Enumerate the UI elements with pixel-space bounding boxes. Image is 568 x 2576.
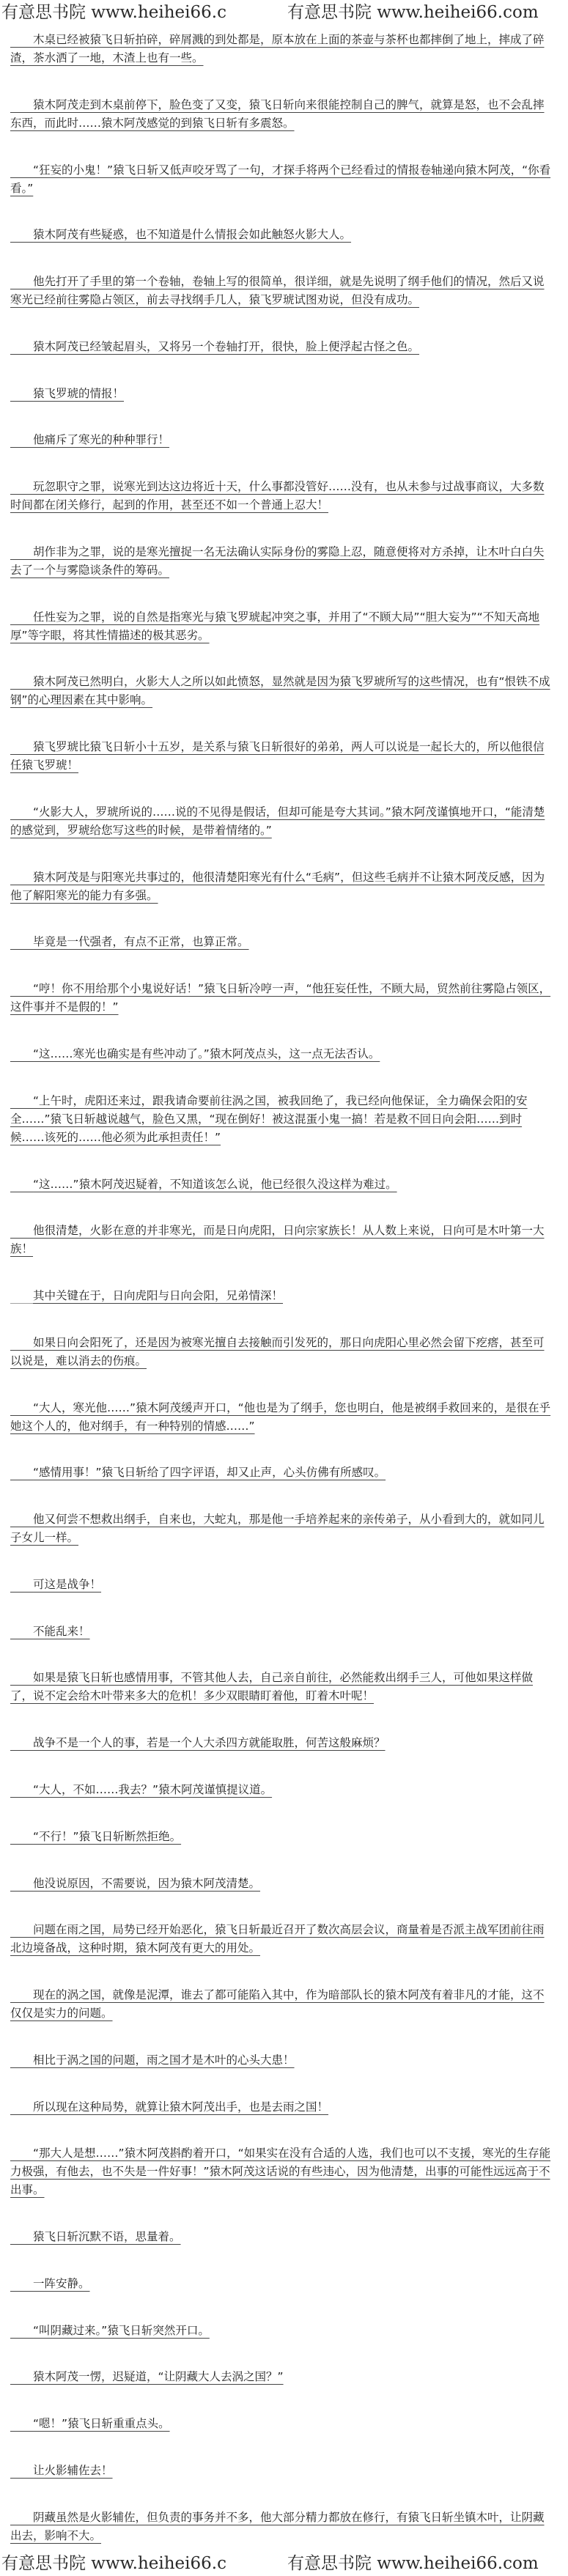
paragraph: 战争不是一个人的事，若是一个人大杀四方就能取胜，何苦这般麻烦？ bbox=[33, 1736, 386, 1750]
paragraph: 他又何尝不想救出纲手，自来也，大蛇丸，那是他一手培养起来的亲传弟子，从小看到大的，就如同儿子女儿一样。 bbox=[10, 1513, 545, 1545]
watermark-text: 有意思书院 www.heihei66.com bbox=[287, 3, 539, 22]
paragraph: “哼！你不用给那个小鬼说好话！”猿飞日斩冷哼一声，“他狂妄任性，不顾大局，贸然前往雾隐占领区，这件事并不是假的！” bbox=[10, 982, 551, 1014]
paragraph: “感情用事！”猿飞日斩给了四字评语，却又止声，心头仿佛有所感叹。 bbox=[33, 1466, 386, 1480]
watermark-header bbox=[0, 0, 568, 25]
paragraph: 现在的涡之国，就像是泥潭，谁去了都可能陷入其中，作为暗部队长的猿木阿茂有着非凡的才能，这不仅仅是实力的问题。 bbox=[10, 1988, 545, 2020]
paragraph: “上午时，虎阳还来过，跟我请命要前往涡之国，被我回绝了，我已经向他保证，全力确保会阳的安全……”猿飞日斩越说越气，脸色又黑，“现在倒好！被这混蛋小鬼一搞！若是救不回日向会阳……到时候……该死的……他必须为此承担责任！” bbox=[10, 1093, 528, 1144]
paragraph: “这……寒光也确实是有些冲动了。”猿木阿茂点头，这一点无法否认。 bbox=[33, 1047, 380, 1061]
paragraph: “嗯！”猿飞日斩重重点头。 bbox=[33, 2417, 170, 2431]
paragraph: 猿飞罗琥的情报！ bbox=[33, 386, 125, 400]
paragraph: 阴藏虽然是火影辅佐，但负责的事务并不多，他大部分精力都放在修行，有猿飞日斩坐镇木叶，让阴藏出去，影响不大。 bbox=[10, 2510, 545, 2542]
paragraph: “大人，寒光他……”猿木阿茂缓声开口，“他也是为了纲手，您也明白，他是被纲手救回来的，是很在乎她这个人的，他对纲手，有一种特别的情感……” bbox=[10, 1400, 551, 1433]
watermark-footer bbox=[0, 2551, 568, 2576]
watermark-text: 有意思书院 www.heihei66.c bbox=[1, 2554, 226, 2573]
paragraph: 胡作非为之罪，说的是寒光擅捉一名无法确认实际身份的雾隐上忍，随意便将对方杀掉，让木叶白白失去了一个与雾隐谈条件的筹码。 bbox=[10, 545, 545, 577]
paragraph: 猿木阿茂一愣，迟疑道，“让阴藏大人去涡之国？” bbox=[33, 2370, 284, 2384]
paragraph: “不行！”猿飞日斩断然拒绝。 bbox=[33, 1829, 182, 1843]
paragraph: 所以现在这种局势，就算让猿木阿茂出手，也是去雨之国！ bbox=[33, 2100, 329, 2114]
paragraph: 不能乱来！ bbox=[33, 1624, 90, 1638]
paragraph: 一阵安静。 bbox=[33, 2276, 90, 2290]
paragraph: 木桌已经被猿飞日斩拍碎，碎屑溅的到处都是，原本放在上面的茶壶与茶杯也都摔倒了地上，摔成了碎渣，茶水洒了一地，木渣上也有一些。 bbox=[10, 33, 545, 64]
paragraph: 他先打开了手里的第一个卷轴，卷轴上写的很简单，很详细，就是先说明了纲手他们的情况，然后又说寒光已经前往雾隐占领区，前去寻找纲手几人，猿飞罗琥试图劝说，但没有成功。 bbox=[10, 275, 545, 307]
paragraph: 相比于涡之国的问题，雨之国才是木叶的心头大患！ bbox=[33, 2053, 295, 2067]
paragraph: 让火影辅佐去！ bbox=[33, 2463, 113, 2477]
paragraph: “这……”猿木阿茂迟疑着，不知道该怎么说，他已经很久没这样为难过。 bbox=[33, 1177, 397, 1191]
paragraph: “那大人是想……”猿木阿茂斟酌着开口，“如果实在没有合适的人选，我们也可以不支援，寒光的生存能力极强，有他去，也不失是一件好事！”猿木阿茂这话说的有些违心，因为他清楚，出事的可能性远远高于不出事。 bbox=[10, 2147, 551, 2197]
paragraph: 任性妄为之罪，说的自然是指寒光与猿飞罗琥起冲突之事，并用了“不顾大局”“胆大妄为”“不知天高地厚”等字眼，将其性情描述的极其恶劣。 bbox=[10, 610, 540, 642]
paragraph: 猿木阿茂已然明白，火影大人之所以如此愤怒，显然就是因为猿飞罗琥所写的这些情况，也有“恨铁不成钢”的心理因素在其中影响。 bbox=[10, 675, 550, 707]
paragraph: 猿飞罗琥比猿飞日斩小十五岁，是关系与猿飞日斩很好的弟弟，两人可以说是一起长大的，所以他很信任猿飞罗琥！ bbox=[10, 740, 545, 772]
article-body bbox=[0, 25, 568, 2551]
watermark-text: 有意思书院 www.heihei66.com bbox=[287, 2554, 539, 2573]
paragraph: “火影大人，罗琥所说的……说的不见得是假话，但却可能是夸大其词。”猿木阿茂谨慎地开口，“能清楚的感觉到，罗琥给您写这些的时候，是带着情绪的。” bbox=[10, 805, 545, 837]
paragraph: 可这是战争！ bbox=[33, 1577, 102, 1591]
paragraph: 他痛斥了寒光的种种罪行！ bbox=[33, 433, 170, 447]
paragraph: 其中关键在于，日向虎阳与日向会阳，兄弟情深！ bbox=[33, 1289, 284, 1303]
paragraph: “狂妄的小鬼！”猿飞日斩又低声咬牙骂了一句，才探手将两个已经看过的情报卷轴递向猿木阿茂，“你看看。” bbox=[10, 163, 551, 195]
paragraph: 猿木阿茂已经皱起眉头，又将另一个卷轴打开，很快，脸上便浮起古怪之色。 bbox=[33, 339, 420, 353]
paragraph: 他没说原因，不需要说，因为猿木阿茂清楚。 bbox=[33, 1876, 261, 1890]
paragraph: 猿木阿茂走到木桌前停下，脸色变了又变，猿飞日斩向来很能控制自己的脾气，就算是怒，也不会乱摔东西，而此时……猿木阿茂感觉的到猿飞日斩有多震怒。 bbox=[10, 97, 545, 130]
paragraph: 猿木阿茂是与阳寒光共事过的，他很清楚阳寒光有什么“毛病”，但这些毛病并不让猿木阿茂反感，因为他了解阳寒光的能力有多强。 bbox=[10, 870, 545, 902]
paragraph: 猿木阿茂有些疑惑，也不知道是什么情报会如此触怒火影大人。 bbox=[33, 228, 352, 242]
paragraph: 玩忽职守之罪，说寒光到达这边将近十天，什么事都没管好……没有，也从未参与过战事商议，大多数时间都在闭关修行，起到的作用，甚至还不如一个普通上忍大！ bbox=[10, 480, 545, 512]
paragraph: 猿飞日斩沉默不语，思量着。 bbox=[33, 2230, 181, 2244]
watermark-text: 有意思书院 www.heihei66.c bbox=[1, 3, 226, 22]
paragraph: 他很清楚，火影在意的并非寒光，而是日向虎阳，日向宗家族长！从人数上来说，日向可是木叶第一大族！ bbox=[10, 1224, 545, 1256]
paragraph: 如果是猿飞日斩也感情用事，不管其他人去，自己亲自前往，必然能救出纲手三人，可他如果这样做了，说不定会给木叶带来多大的危机！多少双眼睛盯着他，盯着木叶呢！ bbox=[10, 1671, 534, 1703]
paragraph: 毕竟是一代强者，有点不正常，也算正常。 bbox=[33, 935, 249, 949]
paragraph: “大人，不如……我去？”猿木阿茂谨慎提议道。 bbox=[33, 1782, 273, 1796]
paragraph: “叫阴藏过来。”猿飞日斩突然开口。 bbox=[33, 2323, 210, 2337]
paragraph: 如果日向会阳死了，还是因为被寒光擅自去接触而引发死的，那日向虎阳心里必然会留下疙瘩，甚至可以说是，难以消去的伤痕。 bbox=[10, 1335, 545, 1368]
paragraph: 问题在雨之国，局势已经开始恶化，猿飞日斩最近召开了数次高层会议，商量着是否派主战军团前往雨北边境备战，这种时期，猿木阿茂有更大的用处。 bbox=[10, 1923, 545, 1955]
